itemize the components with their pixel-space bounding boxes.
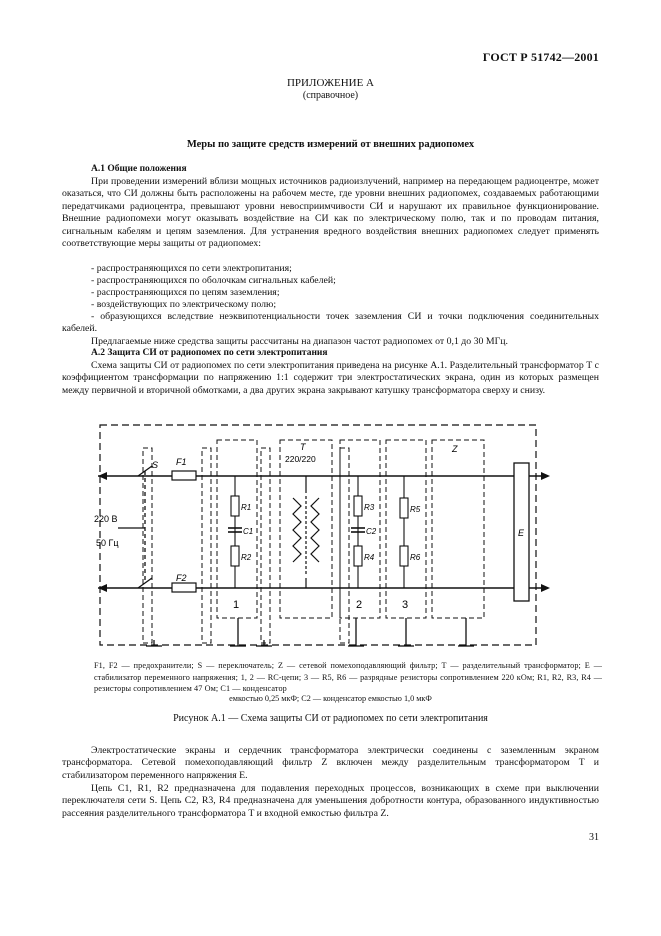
figure-legend: F1, F2 — предохранители; S — переключатель; Z — сетевой помехоподавляющий фильтр; T — разделительный трансформатор; E — стабилизатор переменного напряжения; 1, 2 — RC-цепи; 3 — R5, R6 — разрядные резисторы сопротивлением 220 кОм; R1, R2, R3, R4 — резисторы сопротивлением 47 Ом; C1 — конденсатор — [94, 661, 602, 693]
chain-label: 2 — [356, 599, 363, 611]
section-heading: А.1 Общие положения — [91, 164, 187, 174]
list-item: - распространяющихся по оболочкам сигнальных кабелей; — [91, 275, 336, 286]
switch-label: S — [152, 460, 159, 470]
frequency-label: 50 Гц — [96, 538, 119, 548]
chain-label: 1 — [233, 599, 240, 611]
c1-label: C1 — [243, 527, 254, 536]
paragraph: При проведении измерений вблизи мощных источников радиоизлучений, например на передающем радиоцентре, может оказаться, что СИ должны быть расположены на рабочем месте, где уровни внешних радиопомех, создаваемых работающими передатчиками радиоцентра, превышают уровни невосприимчивости СИ и нарушают их правильное функционирование. Внешние радиопомехи могут оказывать воздействие на СИ как по электрическому полю, так и по проводам питания, сигнальным кабелям и цепям заземления. Для устранения вредного воздействия внешних радиопомех следует применять соответствующие меры защиты от радиопомех: — [62, 176, 599, 250]
list-item: - образующихся вследствие неэквипотенциальности точек заземления СИ и точки подключения соединительных кабелей. — [62, 311, 599, 335]
list-item: - распространяющихся по сети электропитания; — [91, 263, 292, 274]
r3-label: R3 — [364, 503, 375, 512]
figure-legend-end: емкостью 0,25 мкФ; C2 — конденсатор емкостью 1,0 мкФ — [229, 694, 432, 703]
chain-label: 3 — [402, 599, 409, 611]
transformer-label: T — [300, 442, 306, 452]
stabilizer-label: E — [518, 528, 525, 538]
voltage-label: 220 В — [94, 514, 118, 524]
section-heading: А.2 Защита СИ от радиопомех по сети электропитания — [91, 348, 328, 358]
list-item: - воздействующих по электрическому полю; — [91, 299, 277, 310]
paragraph: Электростатические экраны и сердечник трансформатора электрически соединены с заземленным экраном трансформатора. Сетевой помехоподавляющий фильтр Z включен между разделительным трансформатором T и стабилизатором переменного напряжения E. — [62, 745, 599, 781]
main-title: Меры по защите средств измерений от внешних радиопомех — [186, 139, 475, 150]
r6-label: R6 — [410, 553, 421, 562]
paragraph: Предлагаемые ниже средства защиты рассчитаны на диапазон частот радиопомех от 0,1 до 30 МГц. — [91, 336, 508, 347]
fuse-label: F1 — [176, 457, 187, 467]
fuse-label: F2 — [176, 573, 187, 583]
list-item: - распространяющихся по цепям заземления; — [91, 287, 280, 298]
paragraph: Цепь C1, R1, R2 предназначена для подавления переходных процессов, возникающих в схеме при выключении переключателя сети S. Цепь C2, R3, R4 предназначена для уменьшения добротности контура, образованного индуктивностью рассеяния разделительного трансформатора T и входной емкостью фильтра Z. — [62, 783, 599, 819]
circuit-diagram — [90, 418, 550, 658]
page-number: 31 — [589, 832, 599, 843]
filter-label: Z — [452, 444, 458, 454]
c2-label: C2 — [366, 527, 377, 536]
ratio-label: 220/220 — [285, 454, 316, 464]
paragraph: Схема защиты СИ от радиопомех по сети электропитания приведена на рисунке А.1. Разделительный трансформатор T с коэффициентом трансформации по напряжению 1:1 содержит три электростатических экрана, один из которых размещен между первичной и вторичной обмотками, а два других экрана закрывают катушку трансформатора сверху и снизу. — [62, 360, 599, 396]
r5-label: R5 — [410, 505, 421, 514]
r4-label: R4 — [364, 553, 375, 562]
r1-label: R1 — [241, 503, 252, 512]
appendix-subtitle: (справочное) — [302, 90, 359, 101]
standard-header: ГОСТ Р 51742—2001 — [482, 50, 599, 64]
figure-caption: Рисунок А.1 — Схема защиты СИ от радиопомех по сети электропитания — [173, 713, 488, 724]
appendix-title: ПРИЛОЖЕНИЕ А — [286, 77, 374, 89]
r2-label: R2 — [241, 553, 252, 562]
